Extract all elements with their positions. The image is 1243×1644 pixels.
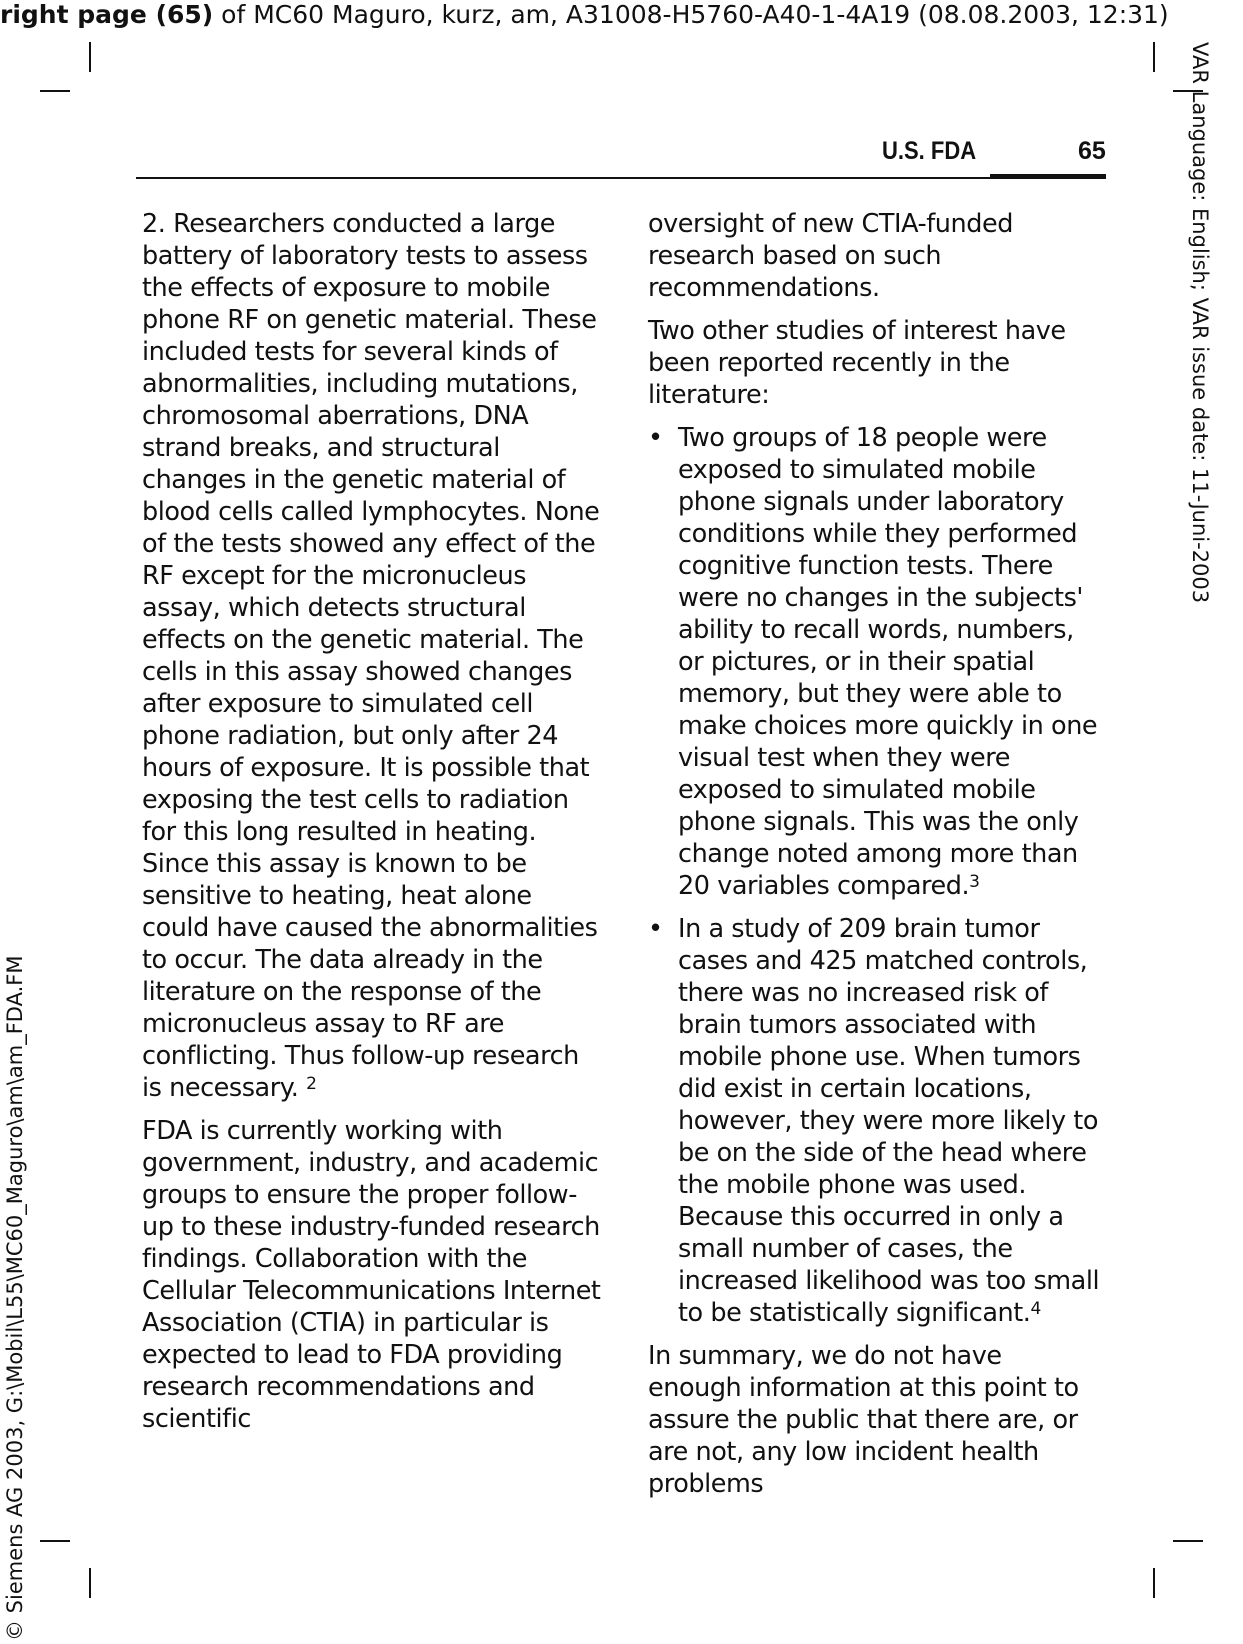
- footnote-ref-3: 3: [969, 872, 980, 892]
- crop-mark-bottom-left-vertical: [89, 1568, 91, 1598]
- bullet-icon: •: [648, 423, 663, 453]
- crop-mark-bottom-right-vertical: [1153, 1568, 1155, 1598]
- crop-mark-top-right-vertical: [1153, 42, 1155, 72]
- header-rule-accent: [990, 174, 1106, 179]
- studies-list: [648, 422, 1100, 1329]
- paragraph-genetic-tests: [142, 208, 602, 1104]
- print-job-details: of MC60 Maguro, kurz, am, A31008-H5760-A40-1-4A19 (08.08.2003, 12:31): [213, 0, 1169, 29]
- section-title: U.S. FDA: [882, 137, 977, 165]
- right-column: [648, 208, 1100, 1511]
- crop-mark-bottom-left-horizontal: [40, 1540, 70, 1542]
- crop-mark-top-left-vertical: [89, 42, 91, 72]
- list-item-text: Two groups of 18 people were exposed to simulated mobile phone signals under laboratory conditions while they performed cognitive function tests. There were no changes in the subjects' ability to recall words, numbers, or pictures, or in their spatial memory, but they were able to make choices more quickly in one visual test when they were exposed to simulated mobile phone signals. This was the only change noted among more than 20 variables compared.: [678, 423, 1098, 901]
- footnote-ref-4: 4: [1030, 1299, 1041, 1319]
- language-issue-date-label: VAR Language: English; VAR issue date: 11-Juni-2003: [1188, 42, 1212, 604]
- bullet-icon: •: [648, 914, 663, 944]
- print-info-line: [0, 0, 1243, 30]
- crop-mark-bottom-right-horizontal: [1173, 1540, 1203, 1542]
- running-header: [136, 133, 1106, 181]
- paragraph-summary: In summary, we do not have enough information at this point to assure the public that there are, or are not, any low incident health problems: [648, 1341, 1079, 1499]
- footnote-ref-2: 2: [306, 1074, 317, 1094]
- header-rule: [136, 177, 1106, 179]
- page-number: 65: [1078, 137, 1106, 165]
- list-item: [648, 422, 1100, 902]
- print-page-label: right page (65): [0, 0, 214, 29]
- paragraph-text: 2. Researchers conducted a large battery of laboratory tests to assess the effects of exposure to mobile phone RF on genetic material. These included tests for several kinds of abnormalities, including mutations, chromosomal aberrations, DNA strand breaks, and structural changes in the genetic material of blood cells called lymphocytes. None of the tests showed any effect of the RF except for the micronucleus assay, which detects structural effects on the genetic material. The cells in this assay showed changes after exposure to simulated cell phone radiation, but only after 24 hours of exposure. It is possible that exposing the test cells to radiation for this long resulted in heating. Since this assay is known to be sensitive to heating, heat alone could have caused the abnormalities to occur. The data already in the literature on the response of the micronucleus assay to RF are conflicting. Thus follow-up research is necessary.: [142, 209, 600, 1103]
- paragraph-fda-collaboration: FDA is currently working with government, industry, and academic groups to ensure the proper follow-up to these industry-funded research findings. Collaboration with the Cellular Telecommunications Internet Association (CTIA) in particular is expected to lead to FDA providing research recommendations and scientific: [142, 1116, 601, 1434]
- paragraph-other-studies: Two other studies of interest have been reported recently in the literature:: [648, 316, 1066, 410]
- left-column: [142, 208, 602, 1446]
- paragraph-ctia-oversight: oversight of new CTIA-funded research based on such recommendations.: [648, 209, 1013, 303]
- crop-mark-top-left-horizontal: [40, 90, 70, 92]
- list-item: [648, 913, 1100, 1329]
- copyright-file-path-label: © Siemens AG 2003, G:\Mobil\L55\MC60_Maguro\am\am_FDA.FM: [3, 955, 27, 1641]
- list-item-text: In a study of 209 brain tumor cases and 425 matched controls, there was no increased risk of brain tumors associated with mobile phone use. When tumors did exist in certain locations, however, they were more likely to be on the side of the head where the mobile phone was used. Because this occurred in only a small number of cases, the increased likelihood was too small to be statistically significant.: [678, 914, 1100, 1328]
